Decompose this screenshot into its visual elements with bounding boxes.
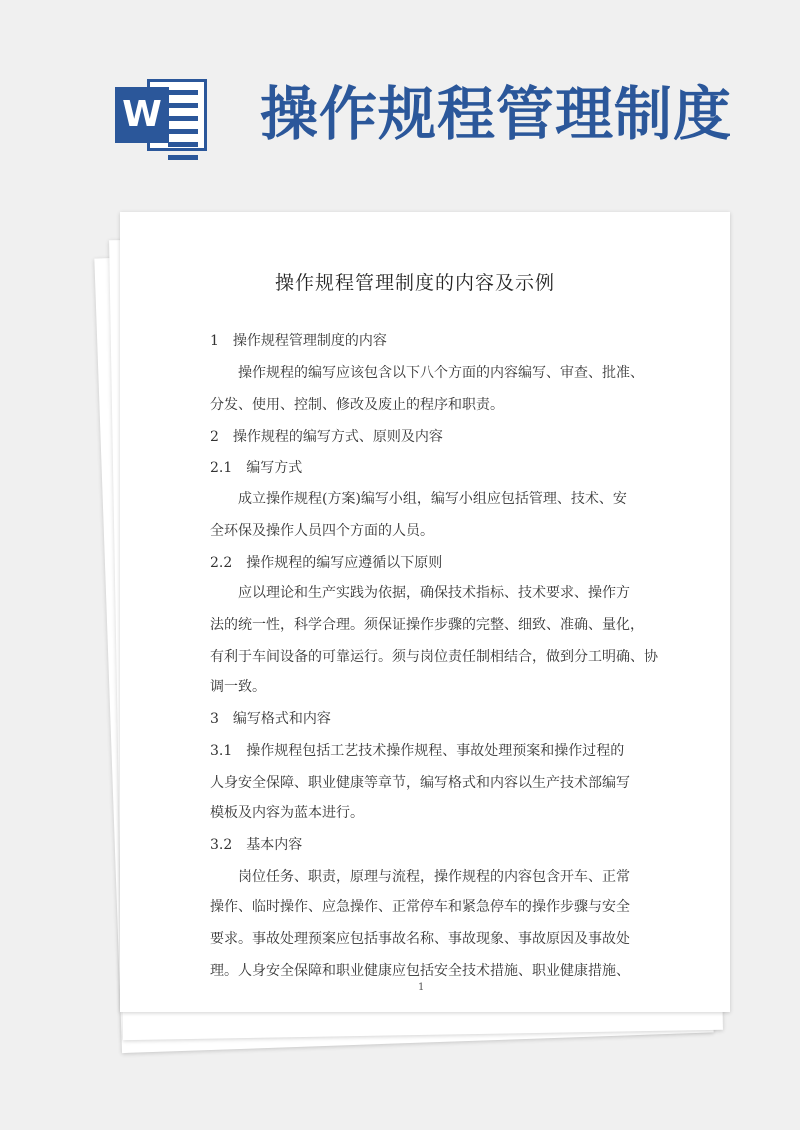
word-letter: W	[115, 87, 169, 143]
document-title: 操作规程管理制度的内容及示例	[274, 272, 555, 294]
section-heading: 2.2 操作规程的编写应遵循以下原则	[210, 555, 443, 571]
section-heading: 1 操作规程管理制度的内容	[210, 333, 387, 349]
paragraph-line: 调一致。	[210, 679, 266, 695]
paragraph-line: 法的统一性，科学合理。须保证操作步骤的完整、细致、准确、量化，	[210, 617, 644, 633]
paragraph-line: 理。人身安全保障和职业健康应包括安全技术措施、职业健康措施、	[210, 963, 630, 979]
section-heading: 3.2 基本内容	[210, 837, 303, 853]
paragraph-line: 分发、使用、控制、修改及废止的程序和职责。	[210, 397, 504, 413]
paragraph-line: 岗位任务、职责，原理与流程，操作规程的内容包含开车、正常	[210, 869, 630, 885]
paragraph-line: 人身安全保障、职业健康等章节，编写格式和内容以生产技术部编写	[210, 775, 630, 791]
paragraph-line: 应以理论和生产实践为依据，确保技术指标、技术要求、操作方	[210, 585, 630, 601]
paragraph-line: 3.1 操作规程包括工艺技术操作规程、事故处理预案和操作过程的	[210, 743, 625, 759]
section-heading: 3 编写格式和内容	[210, 711, 331, 727]
section-heading: 2.1 编写方式	[210, 460, 303, 476]
banner-title: 操作规程管理制度	[260, 80, 733, 148]
paragraph-line: 操作规程的编写应该包含以下八个方面的内容编写、审查、批准、	[210, 365, 644, 381]
paragraph-line: 要求。事故处理预案应包括事故名称、事故现象、事故原因及事故处	[210, 931, 630, 947]
paragraph-line: 全环保及操作人员四个方面的人员。	[210, 523, 434, 539]
paragraph-line: 有利于车间设备的可靠运行。须与岗位责任制相结合，做到分工明确、协	[210, 649, 658, 665]
banner	[0, 0, 800, 190]
paragraph-line: 模板及内容为蓝本进行。	[210, 805, 364, 821]
paragraph-line: 成立操作规程(方案)编写小组，编写小组应包括管理、技术、安	[210, 491, 627, 507]
section-heading: 2 操作规程的编写方式、原则及内容	[210, 429, 443, 445]
page-number: 1	[418, 982, 425, 993]
paragraph-line: 操作、临时操作、应急操作、正常停车和紧急停车的操作步骤与安全	[210, 899, 630, 915]
document-page	[120, 212, 730, 1012]
word-document-icon	[115, 73, 215, 158]
